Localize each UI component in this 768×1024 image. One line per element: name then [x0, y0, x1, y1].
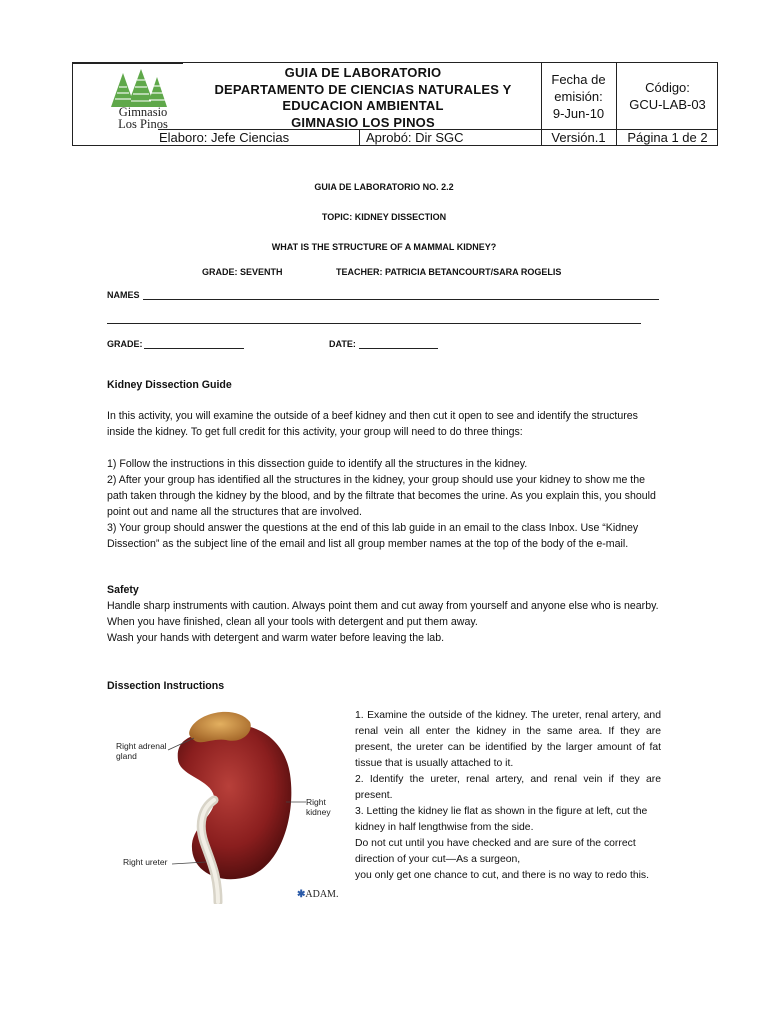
step-text: Do not cut until you have checked and are sure of the correct direction of your cut—As a surgeon,: [355, 838, 636, 865]
dissection-steps: [355, 708, 661, 884]
guide-question: WHAT IS THE STRUCTURE OF A MAMMAL KIDNEY?: [271, 242, 497, 252]
names-label: NAMES: [107, 290, 140, 300]
elaboro: Elaboro: Jefe Ciencias: [159, 130, 290, 145]
safety-line: Wash your hands with detergent and warm water before leaving the lab.: [107, 632, 445, 644]
names-line-2[interactable]: [107, 323, 641, 324]
safety-line: Handle sharp instruments with caution. Always point them and cut away from yourself and anyone else who is nearby.: [107, 600, 659, 612]
step-text: 3. Letting the kidney lie flat as shown in the figure at left, cut the kidney in half lengthwise from the side.: [355, 806, 648, 833]
date-label: DATE:: [329, 339, 356, 349]
list-item: 1) Follow the instructions in this dissection guide to identify all the structures in the kidney.: [107, 458, 528, 470]
label-ureter: Right ureter: [123, 857, 168, 867]
version: Versión.1: [551, 130, 606, 145]
intro-heading: Kidney Dissection Guide: [107, 379, 232, 391]
adam-credit: ✱ADAM.: [297, 889, 339, 900]
codigo: Código: GCU-LAB-03: [629, 80, 706, 112]
guide-topic: TOPIC: KIDNEY DISSECTION: [321, 212, 447, 222]
school-logo: [103, 69, 173, 109]
grade-info: GRADE: SEVENTH: [202, 267, 283, 277]
list-item: 3) Your group should answer the questions at the end of this lab guide in an email to the class Inbox. Use “Kidney Dissection” as the subject line of the email and list all group member names at the top of the body of the e-mail.: [107, 522, 639, 550]
grade-label: GRADE:: [107, 339, 143, 349]
logo-text: Gimnasio Los Pinos: [118, 105, 168, 131]
intro-paragraph: In this activity, you will examine the outside of a beef kidney and then cut it open to see and identify the structures inside the kidney. To get full credit for this activity, your group will need to do three things:: [107, 410, 638, 438]
date-line[interactable]: [359, 348, 438, 349]
label-adrenal: Right adrenal gland: [116, 741, 167, 761]
header-title: GUIA DE LABORATORIO DEPARTAMENTO DE CIENCIAS NATURALES Y EDUCACION AMBIENTAL GIMNASIO LOS PINOS: [214, 65, 512, 130]
grade-line[interactable]: [144, 348, 244, 349]
dissection-heading: Dissection Instructions: [107, 680, 225, 692]
fecha-emision: Fecha de emisión: 9-Jun-10: [551, 72, 606, 121]
safety-heading: Safety: [107, 584, 139, 596]
instruction-list: [107, 456, 667, 552]
safety-text: [107, 598, 667, 646]
step-text: 1. Examine the outside of the kidney. The ureter, renal artery, and renal vein all enter the kidney in the same area. If they are present, the ureter can be identified by the larger amount of fat tissue that is usually attached to it.: [355, 710, 661, 769]
aprobo: Aprobó: Dir SGC: [366, 130, 464, 145]
safety-line: When you have finished, clean all your tools with detergent and put them away.: [107, 616, 478, 628]
guide-number: GUIA DE LABORATORIO NO. 2.2: [314, 182, 454, 192]
teacher-info: TEACHER: PATRICIA BETANCOURT/SARA ROGELIS: [336, 267, 562, 277]
pagina: Página 1 de 2: [627, 130, 708, 145]
step-text: 2. Identify the ureter, renal artery, and renal vein if they are present.: [355, 774, 661, 801]
adam-icon: ✱: [297, 889, 306, 900]
step-text: you only get one chance to cut, and there is no way to redo this.: [355, 870, 650, 881]
label-kidney: Right kidney: [306, 797, 331, 817]
document-header-table: [72, 62, 718, 146]
list-item: 2) After your group has identified all the structures in the kidney, your group should use your kidney to show me the path taken through the kidney by the blood, and by the filtrate that becomes the urine. As you explain this, you should point out and name all the structures that are involved.: [107, 474, 656, 518]
names-line[interactable]: [143, 299, 659, 300]
